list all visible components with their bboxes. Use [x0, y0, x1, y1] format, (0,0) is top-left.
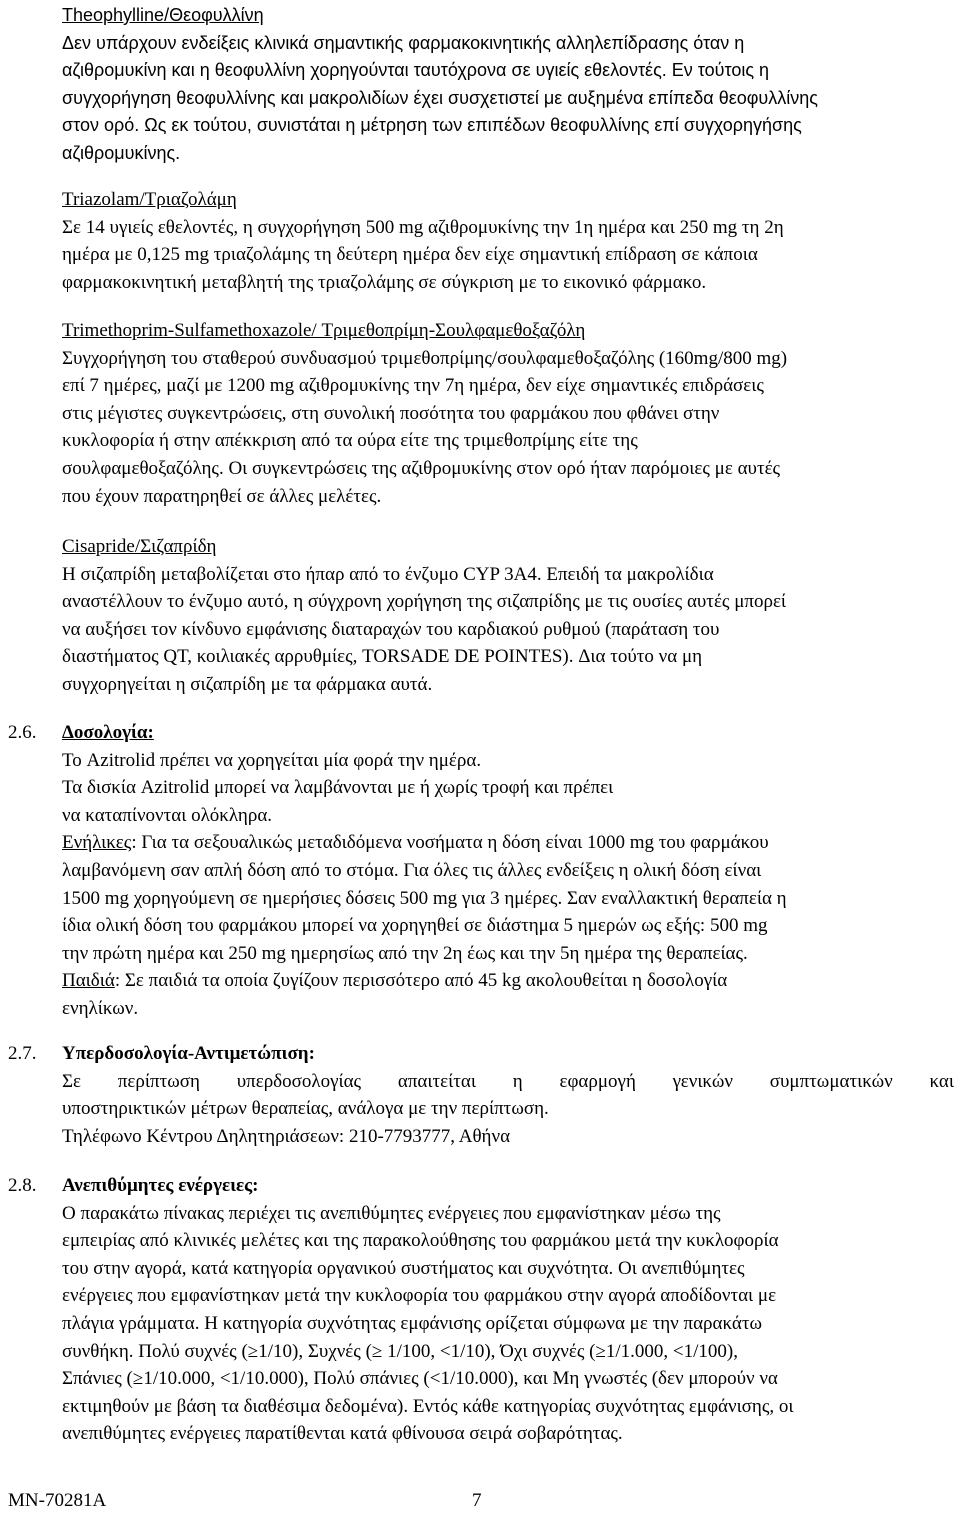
paragraph-line: Ο παρακάτω πίνακας περιέχει τις ανεπιθύμητες ενέργειες που εμφανίστηκαν μέσω της [62, 1202, 721, 1224]
section-number: 2.6. [8, 722, 37, 743]
section-number: 2.8. [8, 1175, 37, 1196]
paragraph-line: εκτιμηθούν με βάση τα διαθέσιμα δεδομένα). Εντός κάθε κατηγορίας συχνότητας εμφάνισης, οι [62, 1395, 794, 1417]
paragraph-line [62, 829, 954, 857]
paragraph-line: κυκλοφορία ή στην απέκκριση από τα ούρα είτε της τριμεθοπρίμης είτε της [62, 430, 638, 452]
children-text: : Σε παιδιά τα οποία ζυγίζουν περισσότερο από 45 kg ακολουθείται η δοσολογία [114, 970, 728, 992]
paragraph-line: Δεν υπάρχουν ενδείξεις κλινικά σημαντικής φαρμακοκινητικής αλληλεπίδρασης όταν η [62, 32, 745, 53]
paragraph-line: που έχουν παρατηρηθεί σε άλλες μελέτες. [62, 485, 382, 507]
paragraph-line: υποστηρικτικών μέτρων θεραπείας, ανάλογα με την περίπτωση. [62, 1098, 549, 1120]
overdose-section [62, 1040, 954, 1150]
cisapride-title: Cisapride/Σιζαπρίδη [62, 536, 217, 557]
paragraph-line: φαρμακοκινητική μεταβλητή της τριαζολάμης σε σύγκριση με το εικονικό φάρμακο. [62, 271, 707, 293]
paragraph-line: Τα δισκία Azitrolid μπορεί να λαμβάνονται με ή χωρίς τροφή και πρέπει [62, 777, 614, 799]
theophylline-section [62, 2, 954, 168]
theophylline-title: Theophylline/Θεοφυλλίνη [62, 5, 264, 25]
paragraph-line: Συγχορήγηση του σταθερού συνδυασμού τριμεθοπρίμης/σουλφαμεθοξαζόλης (160mg/800 mg) [62, 347, 788, 369]
overdose-title: Υπερδοσολογία-Αντιμετώπιση: [62, 1043, 315, 1064]
paragraph-line: εμπειρίας από κλινικές μελέτες και της παρακολούθησης του φαρμάκου μετά την κυκλοφορία [62, 1230, 779, 1252]
document-code: MN-70281A [8, 1490, 107, 1511]
paragraph-line [62, 967, 954, 995]
dosage-title: Δοσολογία: [62, 722, 154, 743]
paragraph-line: επί 7 ημέρες, μαζί με 1200 mg αζιθρομυκίνης την 7η ημέρα, δεν είχε σημαντικές επιδράσεις [62, 375, 764, 397]
paragraph-line: 1500 mg χορηγούμενη σε ημερήσιες δόσεις 500 mg για 3 ημέρες. Σαν εναλλακτική θεραπεία η [62, 887, 787, 909]
paragraph-line: Η σιζαπρίδη μεταβολίζεται στο ήπαρ από το ένζυμο CYP 3A4. Επειδή τα μακρολίδια [62, 563, 714, 585]
paragraph-line: ενέργειες που εμφανίστηκαν μετά την κυκλοφορία του φαρμάκου στην αγορά αποδίδονται με [62, 1285, 777, 1307]
paragraph-line: ημέρα με 0,125 mg τριαζολάμης τη δεύτερη ημέρα δεν είχε σημαντική επίδραση σε κάποια [62, 244, 758, 266]
paragraph-line: Σπάνιες (≥1/10.000, <1/10.000), Πολύ σπάνιες (<1/10.000), και Μη γνωστές (δεν μπορούν να [62, 1368, 778, 1390]
cisapride-section [62, 533, 954, 699]
paragraph-line: Σε περίπτωση υπερδοσολογίας απαιτείται η εφαρμογή γενικών συμπτωματικών και [62, 1070, 954, 1092]
paragraph-line: ενηλίκων. [62, 997, 139, 1019]
section-number: 2.7. [8, 1043, 37, 1064]
paragraph-line: διαστήματος QT, κοιλιακές αρρυθμίες, TORSADE DE POINTES). Δια τούτο να μη [62, 646, 703, 668]
paragraph-line: να καταπίνονται ολόκληρα. [62, 804, 273, 826]
paragraph-line: Σε 14 υγιείς εθελοντές, η συγχορήγηση 500 mg αζιθρομυκίνης την 1η ημέρα και 250 mg τη 2η [62, 216, 784, 238]
paragraph-line: την πρώτη ημέρα και 250 mg ημερησίως από την 2η έως και την 5η ημέρα της θεραπείας. [62, 942, 748, 964]
paragraph-line: πλάγια γράμματα. Η κατηγορία συχνότητας εμφάνισης ορίζεται σύμφωνα με την παρακάτω [62, 1312, 762, 1334]
paragraph-line: λαμβανόμενη σαν απλή δόση από το στόμα. Για όλες τις άλλες ενδείξεις η ολική δόση είναι [62, 859, 762, 881]
paragraph-line: ανεπιθύμητες ενέργειες παρατίθενται κατά φθίνουσα σειρά σοβαρότητας. [62, 1423, 623, 1445]
paragraph-line: του στην αγορά, κατά κατηγορία οργανικού συστήματος και συχνότητα. Οι ανεπιθύμητες [62, 1257, 745, 1279]
dosage-section [62, 719, 954, 1023]
paragraph-line: ίδια ολική δόση του φαρμάκου μπορεί να χορηγηθεί σε διάστημα 5 ημερών ως εξής: 500 mg [62, 915, 768, 937]
adults-text: : Για τα σεξουαλικώς μεταδιδόμενα νοσήματα η δόση είναι 1000 mg του φαρμάκου [131, 832, 769, 854]
paragraph-line: αζιθρομυκίνη και η θεοφυλλίνη χορηγούνται ταυτόχρονα σε υγιείς εθελοντές. Εν τούτοις η [62, 60, 770, 81]
trimethoprim-title: Trimethoprim-Sulfamethoxazole/ Τριμεθοπρίμη-Σουλφαμεθοξαζόλη [62, 320, 586, 341]
children-label: Παιδιά [62, 970, 115, 992]
paragraph-line: στον ορό. Ως εκ τούτου, συνιστάται η μέτρηση των επιπέδων θεοφυλλίνης επί συγχορηγήσης [62, 115, 802, 136]
paragraph-line: αζιθρομυκίνης. [62, 142, 181, 163]
trimethoprim-section [62, 317, 954, 510]
paragraph-line: αναστέλλουν το ένζυμο αυτό, η σύγχρονη χορήγηση της σιζαπρίδης με τις ουσίες αυτές μπορεί [62, 591, 787, 613]
adults-label: Ενήλικες [62, 832, 132, 854]
paragraph-line: Τηλέφωνο Κέντρου Δηλητηριάσεων: 210-7793777, Αθήνα [62, 1125, 511, 1147]
triazolam-section [62, 186, 954, 296]
paragraph-line: να αυξήσει τον κίνδυνο εμφάνισης διαταραχών του καρδιακού ρυθμού (παράταση του [62, 618, 720, 640]
paragraph-line: στις μέγιστες συγκεντρώσεις, στη συνολική ποσότητα του φαρμάκου που φθάνει στην [62, 402, 720, 424]
paragraph-line: Το Azitrolid πρέπει να χορηγείται μία φορά την ημέρα. [62, 749, 482, 771]
adverse-section [62, 1172, 954, 1448]
paragraph-line: συνθήκη. Πολύ συχνές (≥1/10), Συχνές (≥ 1/100, <1/10), Όχι συχνές (≥1/1.000, <1/100), [62, 1340, 738, 1362]
paragraph-line: συγχορήγηση θεοφυλλίνης και μακρολιδίων έχει συσχετιστεί με αυξημένα επίπεδα θεοφυλλίνης [62, 87, 818, 108]
paragraph-line: σουλφαμεθοξαζόλης. Οι συγκεντρώσεις της αζιθρομυκίνης στον ορό ήταν παρόμοιες με αυτές [62, 457, 781, 479]
triazolam-title: Triazolam/Τριαζολάμη [62, 189, 237, 210]
paragraph-line: συγχορηγείται η σιζαπρίδη με τα φάρμακα αυτά. [62, 673, 433, 695]
page-number: 7 [472, 1490, 482, 1511]
adverse-title: Ανεπιθύμητες ενέργειες: [62, 1175, 259, 1196]
